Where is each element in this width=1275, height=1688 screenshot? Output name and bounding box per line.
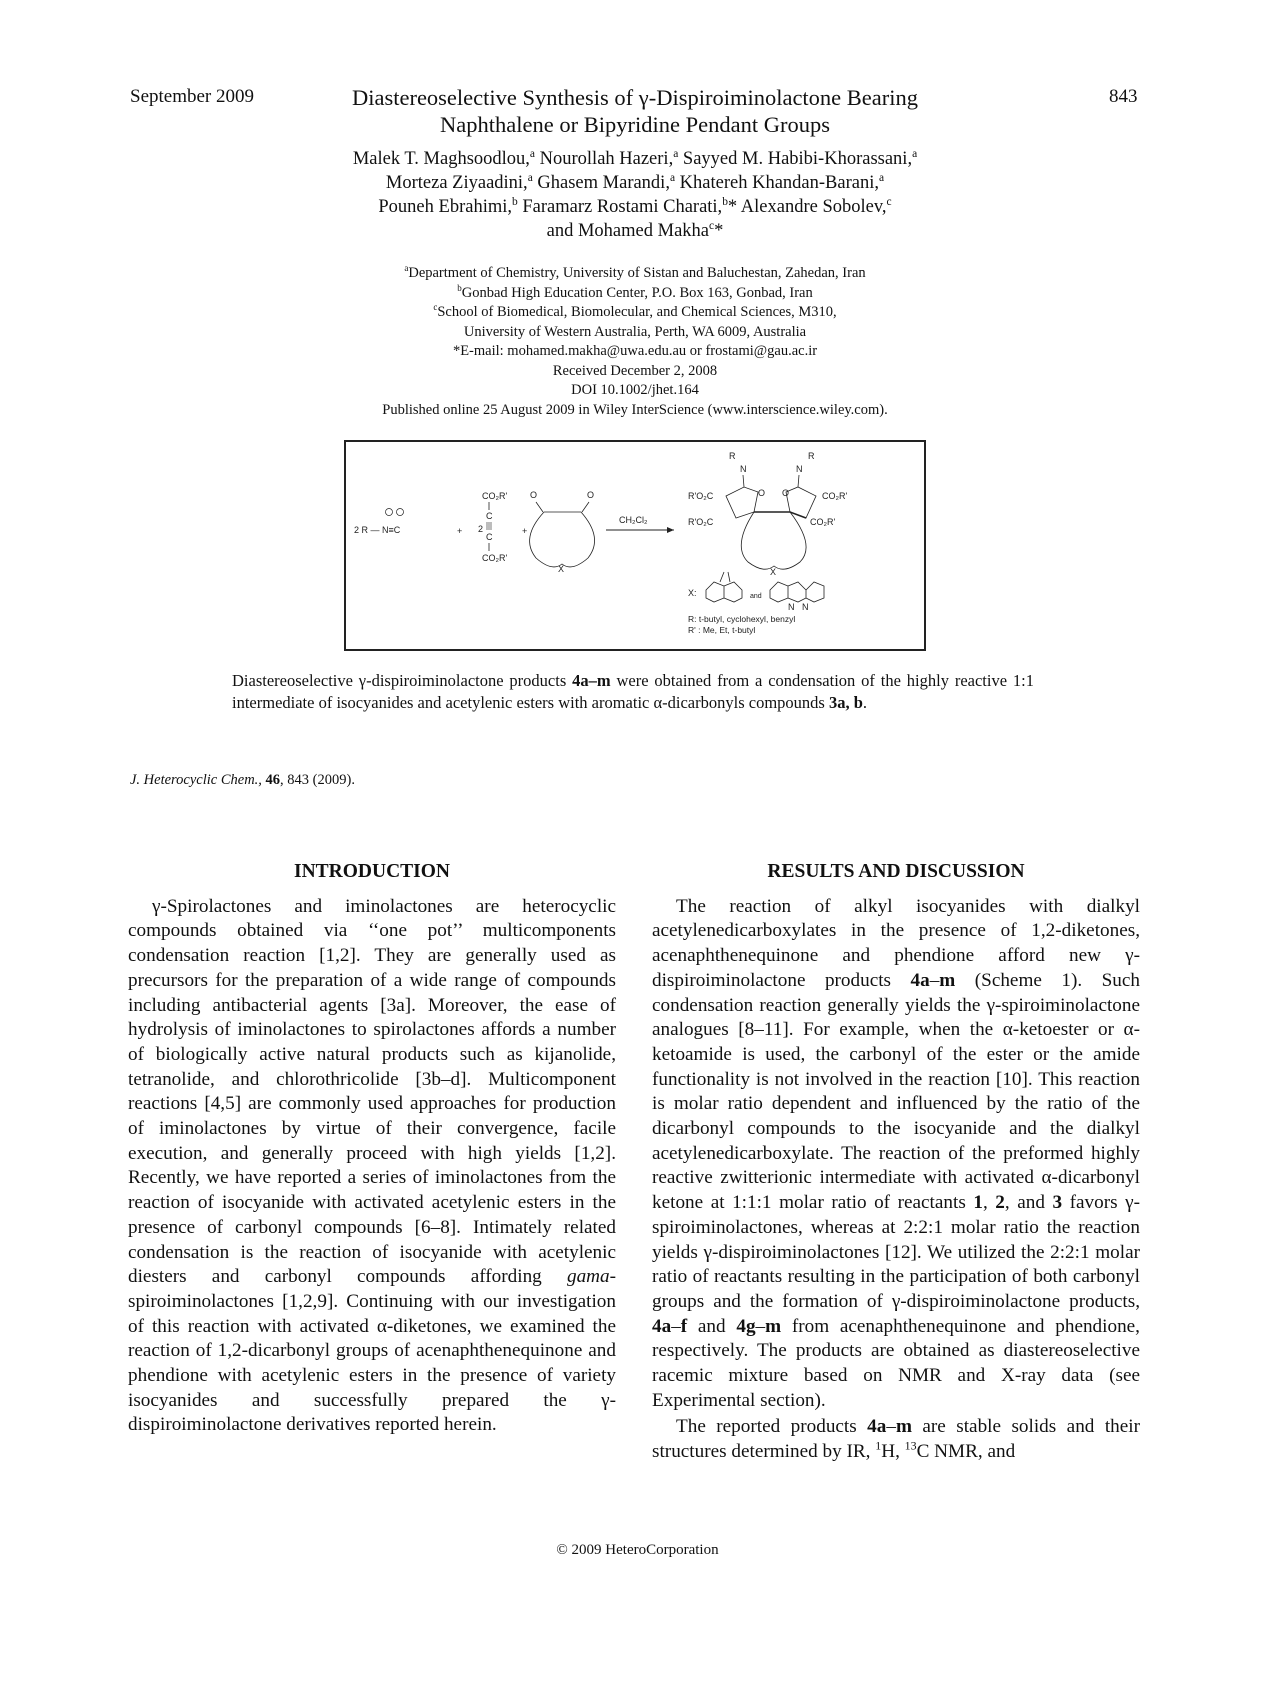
journal-volume: 46 — [265, 772, 281, 788]
ring-x-label: X — [558, 564, 565, 574]
compound-ref: 4a–m — [572, 671, 611, 690]
isotope-mark: 1 — [875, 1438, 882, 1453]
oxygen-atom: O — [530, 490, 538, 500]
affiliation-b — [280, 284, 990, 304]
ester-group: CO₂R' — [810, 517, 836, 527]
author-name: Khatereh Khandan-Barani, — [675, 173, 879, 193]
body-text: – — [886, 1416, 896, 1438]
affiliation-c — [280, 303, 990, 323]
affiliation-mark: c — [886, 195, 892, 208]
isocyanide-formula: 2 R — N≡C — [354, 525, 401, 535]
running-header-date: September 2009 — [130, 86, 255, 107]
author-name: * Alexandre Sobolev, — [727, 197, 887, 217]
bond — [798, 475, 799, 487]
compound-ref: 4a — [867, 1416, 887, 1438]
author-name: Morteza Ziyaadini, — [385, 173, 528, 193]
affiliation-mark: c — [709, 219, 715, 232]
body-text: The reported products — [676, 1416, 868, 1438]
spiro-ring — [741, 512, 806, 569]
results-paragraph-2 — [652, 1415, 1140, 1464]
compound-ref: m — [895, 1416, 912, 1438]
affiliation-mark: a — [912, 147, 918, 160]
author-list — [280, 147, 990, 243]
compound-ref: 3 — [1052, 1192, 1063, 1214]
affiliation-mark: a — [404, 263, 409, 274]
column-left — [128, 860, 616, 1438]
body-text: – — [671, 1315, 681, 1337]
author-name: Faramarz Rostami Charati, — [517, 197, 723, 217]
arrow-head-icon — [667, 527, 674, 533]
ester-group: R'O₂C — [688, 517, 714, 527]
section-heading-introduction: INTRODUCTION — [293, 861, 451, 882]
caption-text: were obtained from a condensation of the highly reactive 1:1 intermediate of isocyanides and acetylenic esters with aromatic α-dicarbonyls compounds — [232, 671, 1034, 712]
charge-minus-icon — [386, 509, 393, 516]
body-text: from acenaphthenequinone and phendione, respectively. The products are obtained as diastereoselective racemic mixture based on NMR and X-ray data (see Experimental section). — [652, 1315, 1140, 1411]
caption-text: . — [862, 692, 868, 712]
affiliation-text: Gonbad High Education Center, P.O. Box 163, Gonbad, Iran — [461, 284, 813, 301]
affiliation-mark: a — [673, 147, 679, 160]
ester-group-bottom: CO₂R' — [482, 553, 508, 563]
body-text: The reaction of alkyl isocyanides with dialkyl acetylenedicarboxylates in the presence of 1,2-diketones, acenaphthenequinone and phendione afford new γ-dispiroiminolactone products — [652, 895, 1140, 991]
caption-text: Diastereoselective γ-dispiroiminolactone products — [232, 671, 573, 690]
ester-group: R'O₂C — [688, 491, 714, 501]
diketone-ring — [530, 512, 595, 567]
bond — [582, 502, 589, 512]
carbon-atom: C — [486, 532, 493, 542]
reaction-scheme — [344, 440, 926, 651]
author-line-1 — [280, 147, 990, 171]
journal-name: J. Heterocyclic Chem., — [130, 772, 262, 788]
x-definition-label: X: — [688, 588, 697, 598]
carbon-atom: C — [486, 511, 493, 521]
lactone-ring-right — [786, 487, 816, 518]
citation-pages: , 843 (2009). — [280, 772, 355, 788]
journal-citation — [130, 772, 355, 789]
plus-sign: + — [457, 526, 463, 536]
compound-ref: m — [939, 969, 956, 991]
compound-ref: 4g — [736, 1315, 756, 1337]
doi: DOI 10.1002/jhet.164 — [571, 382, 699, 398]
copyright-footer: © 2009 HeteroCorporation — [556, 1542, 719, 1558]
r-prime-definition: R' : Me, Et, t-butyl — [688, 625, 756, 635]
bond — [743, 475, 744, 487]
ring-oxygen: O — [782, 488, 790, 498]
title-line-2: Naphthalene or Bipyridine Pendant Groups — [440, 112, 830, 137]
article-title — [280, 84, 990, 138]
imine-nitrogen: N — [796, 464, 803, 474]
pyridine-nitrogen: N — [788, 602, 795, 612]
published-online: Published online 25 August 2009 in Wiley InterScience (www.interscience.wiley.com). — [382, 401, 888, 418]
body-text: favors γ-spiroiminolactones, whereas at 2:2:1 molar ratio the reaction yields γ-dispiroiminolactones [12]. We utilized the 2:2:1 molar ratio of reactants resulting in the participation of both carbonyl groups and the formation of γ-dispiroiminolactone products, — [652, 1192, 1140, 1312]
compound-ref: m — [765, 1315, 782, 1337]
body-text-italic: gama — [566, 1266, 610, 1288]
body-text: -spiroiminolactones [1,2,9]. Continuing with our investigation of this reaction with activated α-diketones, we examined the reaction of 1,2-dicarbonyl groups of acenaphthenequinone and phendione with acetylenic esters in the presence of variety isocyanides and successfully prepared the γ-dispiroiminolactone derivatives reported herein. — [128, 1266, 616, 1436]
ester-group: CO₂R' — [822, 491, 848, 501]
body-text: are stable solids and their structures determined by IR, — [652, 1416, 1140, 1463]
body-text: – — [755, 1315, 766, 1337]
body-text: – — [929, 969, 940, 991]
body-text: and — [687, 1315, 737, 1337]
affiliations — [280, 264, 990, 420]
body-text: , and — [1004, 1192, 1053, 1214]
compound-ref: f — [680, 1315, 688, 1337]
affiliation-mark: a — [527, 171, 533, 184]
r-group: R — [729, 451, 736, 461]
ring-oxygen: O — [758, 488, 766, 498]
author-name: and Mohamed Makha — [546, 221, 709, 241]
page-number: 843 — [1109, 86, 1138, 107]
r-group: R — [808, 451, 815, 461]
acenaphthylene-icon — [706, 572, 742, 602]
and-label: and — [750, 593, 762, 600]
ester-group-top: CO₂R' — [482, 491, 508, 501]
affiliation-mark: a — [669, 171, 676, 184]
author-name: Pouneh Ebrahimi, — [378, 197, 512, 217]
bond — [536, 502, 543, 512]
affiliation-mark: b — [457, 282, 462, 293]
r-definition: R: t-butyl, cyclohexyl, benzyl — [688, 614, 796, 624]
solvent-label: CH₂Cl₂ — [619, 515, 648, 525]
ring-x-label: X — [770, 567, 777, 577]
author-name: Ghasem Marandi, — [532, 173, 670, 193]
intro-paragraph — [128, 895, 616, 1438]
coefficient: 2 — [478, 524, 484, 534]
compound-ref: 1 — [973, 1192, 983, 1214]
affiliation-text: School of Biomedical, Biomolecular, and Chemical Sciences, M310, — [437, 304, 837, 320]
body-text: γ-Spirolactones and iminolactones are heterocyclic compounds obtained via ‘‘one pot’’ multicomponents condensation reaction [1,2]. They are generally used as precursors for the preparation of a wide range of compounds including antibacterial agents [3a]. Moreover, the ease of hydrolysis of iminolactones to spirolactones affords a number of biologically active natural products such as kijanolide, tetranolide, and chlorothricolide [3b–d]. Multicomponent reactions [4,5] are commonly used approaches for production of iminolactones by virtue of their convergence, facile execution, and generally proceed with high yields [1,2]. Recently, we have reported a series of iminolactones from the reaction of isocyanide with activated acetylenic esters in the presence of carbonyl compounds [6–8]. Intimately related condensation is the reaction of isocyanide with acetylenic diesters and carbonyl compounds affording — [128, 895, 616, 1288]
body-text: (Scheme 1). Such condensation reaction generally yields the γ-spiroiminolactone analogues [8–11]. For example, when the α-ketoester or α-ketoamide is used, the carbonyl of the ester or the amide functionality is not involved in the reaction [10]. This reaction is molar ratio dependent and influenced by the ratio of the dicarbonyl compounds to the isocyanide and the dialkyl acetylenedicarboxylate. The reaction of the preformed highly reactive zwitterionic intermediate with activated α-dicarbonyl ketone at 1:1:1 molar ratio of reactants — [652, 969, 1140, 1214]
results-paragraph-1 — [652, 895, 1140, 1414]
affiliation-mark: a — [529, 147, 536, 160]
received-date: Received December 2, 2008 — [552, 362, 718, 379]
author-line-4 — [280, 219, 990, 243]
pyridine-nitrogen: N — [802, 602, 809, 612]
author-name: Nourollah Hazeri, — [535, 149, 674, 169]
body-text: , — [982, 1192, 996, 1214]
author-line-2 — [280, 171, 990, 195]
compound-ref: 3a, b — [828, 692, 863, 712]
affiliation-a — [280, 264, 990, 284]
oxygen-atom: O — [587, 490, 595, 500]
affiliation-mark: c — [433, 302, 438, 313]
affiliation-mark: b — [511, 195, 518, 208]
body-text: C NMR, and — [916, 1441, 1016, 1463]
body-text: H, — [881, 1441, 905, 1463]
abstract-caption — [232, 670, 1034, 713]
title-line-1: Diastereoselective Synthesis of γ-Dispiroiminolactone Bearing — [351, 85, 919, 110]
isotope-mark: 13 — [904, 1438, 917, 1453]
corresponding-mark: * — [714, 221, 724, 241]
affiliation-c-line2: University of Western Australia, Perth, WA 6009, Australia — [463, 323, 807, 340]
author-name: Sayyed M. Habibi-Khorassani, — [678, 149, 913, 169]
imine-nitrogen: N — [740, 464, 747, 474]
compound-ref: 2 — [995, 1192, 1005, 1214]
bipyridine-icon — [770, 582, 824, 602]
wedge-bond — [754, 512, 806, 518]
author-line-3 — [280, 195, 990, 219]
affiliation-mark: a — [878, 171, 885, 184]
section-heading-results: RESULTS AND DISCUSSION — [767, 861, 1025, 882]
column-right — [652, 860, 1140, 1465]
compound-ref: 4a — [910, 969, 930, 991]
email-line: *E-mail: mohamed.makha@uwa.edu.au or frostami@gau.ac.ir — [452, 343, 818, 359]
affiliation-text: Department of Chemistry, University of Sistan and Baluchestan, Zahedan, Iran — [408, 265, 866, 281]
plus-sign: + — [522, 526, 528, 536]
affiliation-mark: b — [722, 195, 728, 208]
scheme-frame — [345, 441, 925, 650]
author-name: Malek T. Maghsoodlou, — [352, 149, 530, 169]
charge-plus-icon — [397, 509, 404, 516]
compound-ref: 4a — [652, 1315, 672, 1337]
